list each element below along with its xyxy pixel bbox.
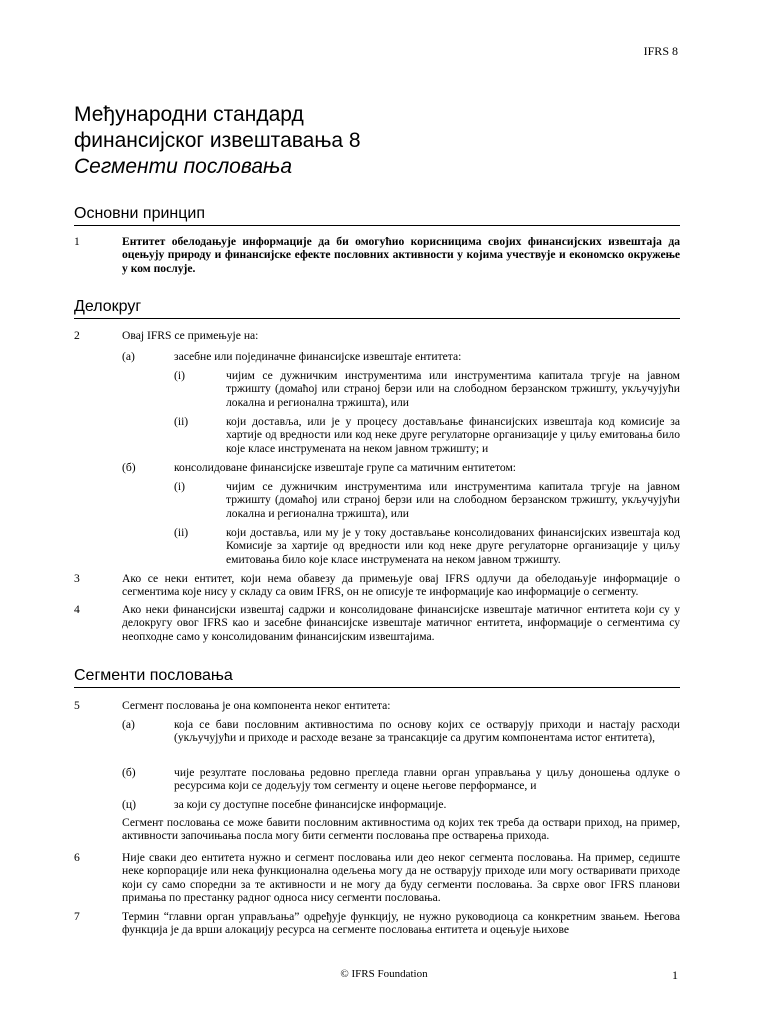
list-item-5a bbox=[122, 718, 680, 745]
document-title bbox=[74, 102, 361, 180]
list-text: чије резултате пословања редовно прегледа главни орган управљања у циљу доношења одлуке о ресурсима који се додељују том сегменту и оцене његове перформансе, и bbox=[174, 766, 680, 793]
paragraph-1 bbox=[74, 235, 680, 275]
paragraph-number: 3 bbox=[74, 572, 80, 585]
paragraph-6 bbox=[74, 851, 680, 905]
paragraph-number: 5 bbox=[74, 699, 80, 712]
paragraph-number: 1 bbox=[74, 235, 80, 248]
paragraph-text: Није сваки део ентитета нужно и сегмент пословања или део неког сегмента пословања. На пример, седиште неке корпорације или нека функционална одељења могу да не остварују приходе или могу остваривати приходе који су само споредни за те активности и не могу да буду сегменти пословања. За сврхе овог IFRS планови примања по престанку радног односа нису сегменти пословања. bbox=[122, 851, 680, 905]
paragraph-number: 4 bbox=[74, 603, 80, 616]
paragraph-text: Сегмент пословања се може бавити пословним активностима од којих тек треба да оствари приход, на пример, активности започињања посла могу бити сегменти пословања пре остварења прихода. bbox=[122, 816, 680, 843]
list-marker: (ii) bbox=[174, 415, 189, 428]
page-number: 1 bbox=[672, 968, 678, 982]
paragraph-text: Ентитет обелодањује информације да би омогућио корисницима својих финансијских извештаја да оцењују природу и финансијске ефекте пословних активности у којима учествује и економско окружење у ком послује. bbox=[122, 235, 680, 275]
list-marker: (ii) bbox=[174, 526, 189, 539]
list-marker: (а) bbox=[122, 350, 135, 363]
list-text: консолидоване финансијске извештаје групе са матичним ентитетом: bbox=[174, 461, 517, 474]
list-text: чијим се дужничким инструментима или инструментима капитала тргује на јавном тржишту (домаћој или страној берзи или на слободном берзанском тржишту, укључујући локална и регионална тржишта), или bbox=[226, 480, 680, 520]
list-item-5b bbox=[122, 766, 680, 793]
title-line-3: Сегменти пословања bbox=[74, 155, 293, 178]
paragraph-text: Сегмент пословања је она компонента неког ентитета: bbox=[122, 699, 391, 712]
paragraph-text: Овај IFRS се примењује на: bbox=[122, 329, 259, 342]
paragraph-2 bbox=[74, 329, 680, 342]
list-text: чијим се дужничким инструментима или инструментима капитала тргује на јавном тржишту (домаћој или страној берзи или на слободном берзанском тржишту, укључујући локална и регионална тржишта), или bbox=[226, 369, 680, 409]
list-item-2a-ii bbox=[174, 415, 680, 455]
paragraph-text: Ако неки финансијски извештај садржи и консолидоване финансијске извештаје матичног ентитета који су у делокругу овог IFRS као и засебне финансијске извештаје матичног ентитета, информације о сегментима су неопходне само у консолидованим финансијским извештајима. bbox=[122, 603, 680, 643]
section-heading-core-principle: Основни принцип bbox=[74, 204, 680, 226]
paragraph-number: 6 bbox=[74, 851, 80, 864]
paragraph-4 bbox=[74, 603, 680, 643]
list-text: који доставља, или је у процесу достављање финансијских извештаја код комисије за хартије од вредности или код неке друге регулаторне организације у циљу емитовања било које класе инструмената на неком јавном тржишту; и bbox=[226, 415, 680, 455]
paragraph-3 bbox=[74, 572, 680, 599]
list-marker: (ц) bbox=[122, 798, 136, 811]
list-text: која се бави пословним активностима по основу којих се остварују приходи и настају расходи (укључујући и приходе и расходе везане за трансакције са другим компонентама истог ентитета), bbox=[174, 718, 680, 745]
list-item-5c bbox=[122, 798, 680, 811]
list-marker: (i) bbox=[174, 369, 185, 382]
list-item-2b bbox=[122, 461, 680, 474]
list-marker: (б) bbox=[122, 461, 136, 474]
list-text: засебне или појединачне финансијске извештаје ентитета: bbox=[174, 350, 462, 363]
paragraph-text: Термин “главни орган управљања” одређује функцију, не нужно руководиоца са конкретним звањем. Његова функција је да врши алокацију ресурса на сегменте пословања ентитета и оцењује њихове bbox=[122, 910, 680, 937]
standard-code: IFRS 8 bbox=[643, 44, 678, 58]
section-heading-scope: Делокруг bbox=[74, 297, 680, 319]
list-marker: (б) bbox=[122, 766, 136, 779]
footer-copyright: © IFRS Foundation bbox=[340, 968, 428, 980]
list-text: за који су доступне посебне финансијске информације. bbox=[174, 798, 447, 811]
section-heading-operating-segments: Сегменти пословања bbox=[74, 666, 680, 688]
list-marker: (i) bbox=[174, 480, 185, 493]
paragraph-5 bbox=[74, 699, 680, 712]
list-item-2b-i bbox=[174, 480, 680, 520]
title-line-1: Међународни стандард bbox=[74, 103, 304, 126]
list-text: који доставља, или му је у току достављање консолидованих финансијских извештаја код Комисије за хартије од вредности или код неке друге регулаторне организације у циљу емитовања било које класе инструмената на неком јавном тржишту. bbox=[226, 526, 680, 566]
paragraph-text: Ако се неки ентитет, који нема обавезу да примењује овај IFRS одлучи да обелодањује информације о сегментима које нису у складу са овим IFRS, он не описује те информације као информације о сегменту. bbox=[122, 572, 680, 599]
list-item-2a-i bbox=[174, 369, 680, 409]
paragraph-number: 2 bbox=[74, 329, 80, 342]
title-line-2: финансијског извештавања 8 bbox=[74, 129, 361, 152]
list-item-2b-ii bbox=[174, 526, 680, 566]
list-item-2a bbox=[122, 350, 680, 363]
paragraph-number: 7 bbox=[74, 910, 80, 923]
paragraph-7 bbox=[74, 910, 680, 937]
list-marker: (а) bbox=[122, 718, 135, 731]
paragraph-5-note bbox=[74, 816, 680, 843]
